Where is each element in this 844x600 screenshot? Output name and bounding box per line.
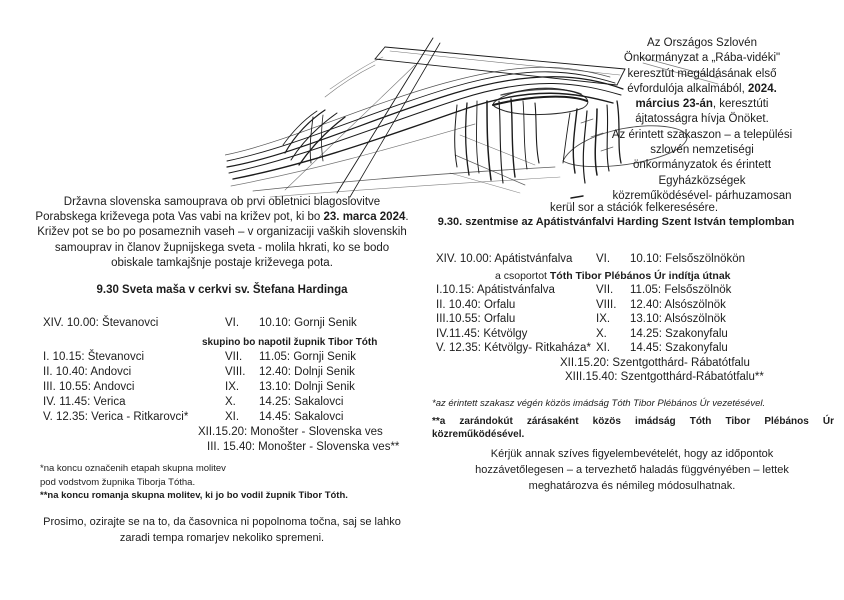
stage-numeral: IX. (596, 313, 611, 325)
schedule-row (436, 252, 840, 267)
intro-line: március 23-án, keresztúti (635, 98, 769, 111)
intro-line: évfordulója alkalmából, 2024. (627, 82, 777, 95)
schedule-row (43, 316, 423, 331)
intro-line: Az érintett szakaszon – a települési (611, 128, 793, 141)
intro-line: samouprav in članov župnijskega sveta - molila hkrati, ko se bodo (54, 241, 390, 254)
schedule-row (436, 341, 840, 356)
intro-line: Porabskega križevega pota Vas vabi na križev pot, ki bo 23. marca 2024. (35, 211, 409, 224)
stage-numeral: X. (225, 396, 236, 408)
stage-entry: III. 10.55: Andovci (43, 381, 135, 393)
left-schedule-list (43, 316, 423, 455)
stage-entry: IV. 11.45: Verica (43, 396, 126, 408)
stage-entry: 11.05: Felsőszölnök (630, 284, 732, 296)
stage-entry: I. 10.15: Števanovci (43, 351, 145, 363)
stage-entry: 13.10: Dolnji Senik (259, 381, 355, 393)
schedule-row (43, 350, 423, 365)
stage-entry: 14.45: Sakalovci (259, 411, 344, 423)
right-schedule-list (436, 252, 840, 385)
footnote-line: *na koncu označenih etapah skupna molitev (40, 463, 226, 474)
stage-entry: XIV. 10.00: Števanovci (43, 317, 159, 329)
stage-entry: 14.25: Sakalovci (259, 396, 344, 408)
right-closing-note (420, 446, 844, 494)
footnote-line: **na koncu romanja skupna molitev, ki jo bo vodil župnik Tibor Tóth. (40, 490, 348, 501)
schedule-row (43, 395, 423, 410)
intro-line: önkormányzatok és érintett (632, 159, 772, 172)
intro-line: közreműködésével- párhuzamosan (612, 189, 792, 202)
stage-entry: 10.10: Felsőszölnökön (630, 253, 746, 265)
footnote-line: pod vodstvom župnika Tiborja Tótha. (40, 476, 196, 488)
stage-entry: IV.11.45: Kétvölgy (436, 327, 528, 340)
stage-entry: III.10.55: Orfalu (436, 313, 516, 325)
stage-entry: 11.05: Gornji Senik (259, 351, 356, 363)
left-intro-paragraph (20, 195, 424, 271)
right-intro-paragraph (578, 36, 826, 204)
right-intro-last-line: kerül sor a stációk felkeresésére. (549, 202, 719, 214)
footnote-line: közreműködésével. (432, 429, 525, 440)
stage-numeral: VII. (225, 351, 243, 363)
intro-line: Križev pot se bo po posameznih vaseh – v organizaciji vaških slovenskih (37, 226, 407, 239)
schedule-row (436, 312, 840, 327)
schedule-row: XIII.15.40: Szentgotthárd-Rábatótfalu** (565, 371, 764, 383)
intro-line: Az Országos Szlovén (647, 37, 757, 49)
schedule-row (436, 327, 840, 342)
schedule-row (436, 283, 840, 298)
stage-numeral: VIII. (596, 298, 617, 311)
stage-entry: 13.10: Alsószölnök (630, 313, 726, 325)
schedule-note: skupino bo napotil župnik Tibor Tóth (202, 337, 378, 348)
intro-line: Državna slovenska samouprava ob prvi obletnici blagoslovitve (63, 196, 381, 208)
schedule-row: XII.15.20: Monošter - Slovenska ves (198, 426, 383, 438)
stage-numeral: X. (596, 327, 607, 340)
schedule-row (43, 410, 423, 425)
closing-line: Kérjük annak szíves figyelembevételét, hogy az időpontok (490, 448, 774, 460)
intro-line: ájtatosságra hívja Önöket. (635, 113, 769, 126)
stage-numeral: VI. (596, 253, 611, 265)
schedule-row (436, 298, 840, 313)
intro-line: obiskale tamkajšnje postaje križevega pota. (111, 256, 333, 269)
schedule-row (43, 380, 423, 395)
closing-line: meghatározva és némileg módosulhatnak. (528, 480, 736, 492)
note-bold: Tóth Tibor Plébános Úr indítja útnak (549, 269, 731, 282)
right-footnotes (432, 397, 834, 442)
schedule-row (43, 365, 423, 380)
stage-entry: 12.40: Dolnji Senik (259, 366, 355, 378)
closing-line: hozzávetőlegesen – a tervezhető haladás függvényében – lettek (475, 464, 789, 476)
intro-line: szlovén nemzetiségi (650, 144, 754, 157)
closing-line: zaradi tempa romarjev nekoliko spremeni. (119, 531, 325, 544)
intro-line: Egyházközségek (658, 174, 746, 187)
stage-entry: V. 12.35: Verica - Ritkarovci* (43, 411, 189, 423)
note-plain: a csoportot (495, 269, 550, 282)
stage-entry: XIV. 10.00: Apátistvánfalva (436, 253, 573, 265)
left-footnotes (40, 462, 440, 503)
stage-entry: II. 10.40: Orfalu (436, 298, 516, 311)
stage-entry: I.10.15: Apátistvánfalva (436, 284, 555, 296)
stage-entry: V. 12.35: Kétvölgy- Ritkaháza* (436, 342, 591, 354)
schedule-row: XII.15.20: Szentgotthárd- Rábatótfalu (560, 356, 750, 369)
stage-entry: 10.10: Gornji Senik (259, 317, 357, 329)
schedule-row: III. 15.40: Monošter - Slovenska ves** (207, 441, 400, 453)
stage-numeral: VII. (596, 284, 614, 296)
footnote-line: *az érintett szakasz végén közös imádság Tóth Tibor Plébános Úr vezetésével. (432, 398, 766, 409)
closing-line: Prosimo, ozirajte se na to, da časovnica ni popolnoma točna, saj se lahko (43, 516, 401, 528)
stage-entry: 12.40: Alsószölnök (630, 298, 726, 311)
stage-numeral: VI. (225, 317, 240, 329)
stage-entry: II. 10.40: Andovci (43, 366, 132, 378)
stage-numeral: VIII. (225, 366, 246, 378)
intro-line: keresztút megáldásának első (627, 67, 777, 80)
footnote-line: **a zarándokút zárásaként közös imádság Tóth Tibor Plébános Úr (432, 415, 834, 427)
left-mass-headline: 9.30 Sveta maša v cerkvi sv. Štefana Hardinga (96, 284, 348, 296)
stage-entry: 14.45: Szakonyfalu (630, 342, 728, 354)
stage-entry: 14.25: Szakonyfalu (630, 327, 728, 340)
right-mass-headline: 9.30. szentmise az Apátistvánfalvi Harding Szent István templomban (437, 216, 795, 228)
intro-line: Önkormányzat a „Rába-vidéki" (623, 52, 781, 65)
stage-numeral: XI. (225, 411, 240, 423)
schedule-note (495, 269, 840, 284)
left-closing-note (20, 515, 424, 546)
stage-numeral: IX. (225, 381, 240, 393)
stage-numeral: XI. (596, 342, 611, 354)
